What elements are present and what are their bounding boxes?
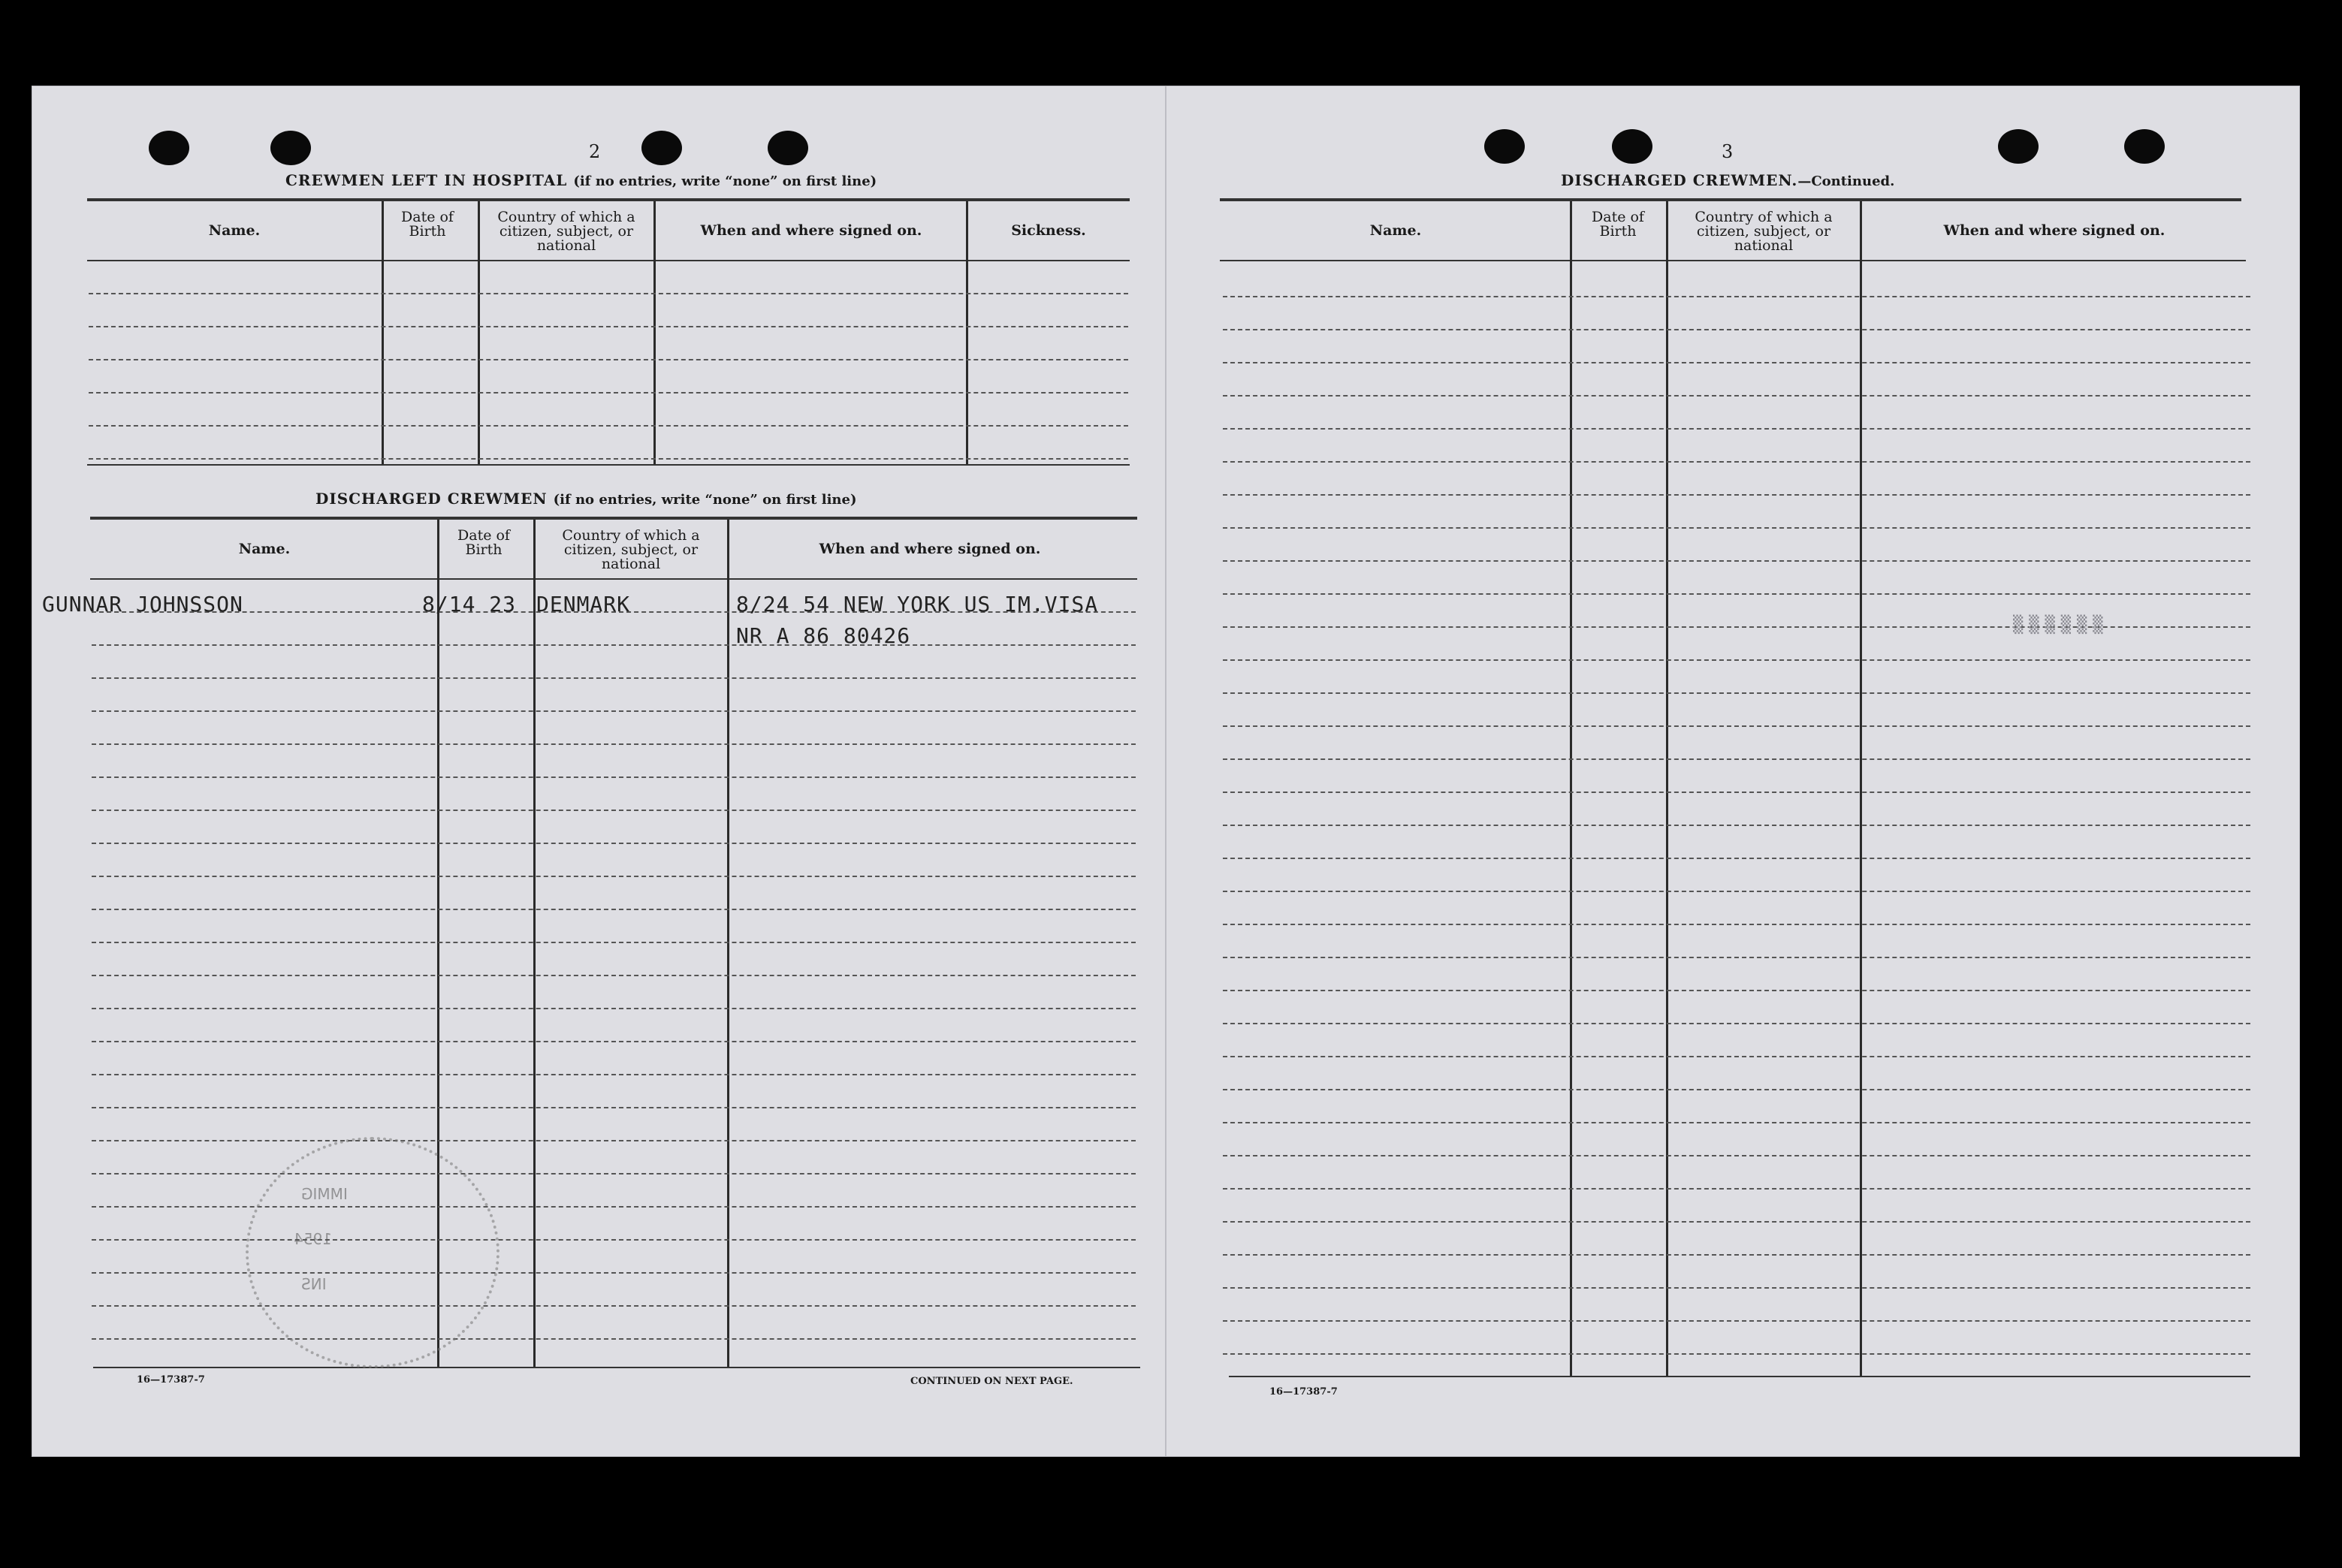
ruled-line [92,1206,1136,1208]
discharged-top-rule [90,517,1137,520]
continued-suffix: —Continued. [1797,173,1895,189]
ruled-line [92,1041,1136,1042]
ruled-line [1223,792,2250,793]
discharged-col-signed-on: When and where signed on. [819,541,1041,557]
right-col-divider [1860,201,1862,1376]
ruled-line [1223,1023,2250,1024]
ruled-line [1223,1221,2250,1223]
ruled-line [1223,1287,2250,1289]
right-header-rule [1220,260,2246,261]
ruled-line [92,644,1136,646]
hospital-title-text: CREWMEN LEFT IN HOSPITAL [285,171,568,189]
punch-hole [768,131,808,165]
discharged-section-title [315,490,856,508]
ruled-line [1223,527,2250,529]
ruled-line [92,843,1136,844]
ruled-line [89,425,1128,427]
ruled-line [1223,659,2250,661]
ruled-line [1223,891,2250,892]
crew-signed-on: 8/24 54 NEW YORK US IM.VISA [736,592,1099,617]
continued-note: CONTINUED ON NEXT PAGE. [910,1376,1073,1387]
ruled-line [1223,428,2250,430]
discharged-header-rule [90,578,1137,580]
ruled-line [92,1074,1136,1075]
ruled-line [92,876,1136,877]
ruled-line [92,776,1136,778]
ruled-line [1223,296,2250,297]
crew-signed-on-cont: NR A 86 80426 [736,623,911,648]
punch-hole [149,131,189,165]
page-number: 3 [1722,141,1734,162]
ruled-line [1223,494,2250,496]
form-number: 16—17387-7 [137,1374,205,1386]
ruled-line [92,942,1136,943]
discharged-title-instruction: (if no entries, write “none” on first line) [553,492,857,508]
crew-name: GUNNAR JOHNSSON [42,592,243,617]
ruled-line [92,1140,1136,1141]
form-number: 16—17387-7 [1269,1386,1338,1398]
ruled-line [1223,825,2250,826]
ruled-line [1223,758,2250,760]
ruled-line [89,458,1128,460]
hospital-bottom-rule [87,464,1130,466]
punch-hole [641,131,682,165]
crew-date-of-birth: 8/14 23 [422,592,517,617]
hospital-col-country: Country of which a citizen, subject, or national [497,209,635,254]
discharged-title-text: DISCHARGED CREWMEN [315,490,548,508]
right-top-rule [1220,198,2241,201]
hospital-header-rule [87,260,1130,261]
ruled-line [89,326,1128,327]
punch-hole [270,131,311,165]
immigration-stamp [246,1137,499,1368]
right-col-divider [1570,201,1572,1376]
ruled-line [1223,858,2250,859]
ruled-line [1223,725,2250,727]
ruled-line [92,710,1136,712]
punch-hole [1484,129,1525,164]
hospital-section-title [285,171,877,189]
ruled-line [1223,362,2250,363]
ruled-line [92,810,1136,811]
stamp-inscription: IMMIG [301,1185,348,1203]
discharged-col-country: Country of which a citizen, subject, or national [562,527,700,572]
ruled-line [1223,593,2250,595]
ruled-line [1223,560,2250,562]
crew-country: DENMARK [536,592,631,617]
ruled-line [92,1305,1136,1307]
ruled-line [1223,1122,2250,1123]
ruled-line [89,293,1128,294]
ruled-line [1223,990,2250,991]
faint-stamp-mark: ▒▒▒▒▒▒ [2013,616,2109,635]
ruled-line [89,392,1128,394]
right-col-signed-on: When and where signed on. [1943,222,2165,239]
ruled-line [92,1107,1136,1108]
hospital-col-sickness: Sickness. [1011,222,1086,239]
punch-hole [2124,129,2165,164]
stamp-inscription: INS [301,1275,327,1293]
hospital-col-dob: Date of Birth [401,209,454,240]
stamp-inscription: 1954 [294,1230,332,1248]
ruled-line [1223,1188,2250,1190]
ruled-line [92,1008,1136,1009]
ruled-line [92,743,1136,745]
right-page [1166,86,2300,1457]
ruled-line [92,975,1136,976]
discharged-col-dob: Date of Birth [457,527,510,558]
ruled-line [1223,1155,2250,1156]
ruled-line [1223,329,2250,330]
ruled-line [1223,957,2250,958]
right-col-divider [1666,201,1668,1376]
hospital-title-instruction: (if no entries, write “none” on first line) [573,173,877,189]
right-col-dob: Date of Birth [1592,209,1644,240]
hospital-col-name: Name. [208,222,261,239]
discharged-col-name: Name. [238,541,291,557]
punch-hole [1612,129,1652,164]
ruled-line [92,1338,1136,1340]
punch-hole [1998,129,2039,164]
ruled-line [1223,1254,2250,1256]
ruled-line [1223,1056,2250,1057]
right-col-country: Country of which a citizen, subject, or national [1695,209,1833,254]
ruled-line [89,359,1128,360]
ruled-line [92,909,1136,910]
ruled-line [1223,1320,2250,1322]
ruled-line [92,677,1136,679]
ruled-line [1223,692,2250,694]
ruled-line [92,1173,1136,1174]
hospital-col-signed-on: When and where signed on. [700,222,922,239]
right-col-name: Name. [1369,222,1422,239]
ruled-line [1223,395,2250,397]
hospital-top-rule [87,198,1130,201]
right-bottom-rule [1229,1376,2250,1377]
ruled-line [1223,461,2250,463]
discharged-continued-title-text: DISCHARGED CREWMEN. [1561,171,1798,189]
left-page [32,86,1166,1457]
discharged-bottom-rule [93,1367,1140,1368]
page-number: 2 [589,141,601,162]
ruled-line [1223,924,2250,925]
discharged-continued-title [1561,171,1894,189]
ruled-line [1223,1089,2250,1090]
ruled-line [1223,1353,2250,1355]
